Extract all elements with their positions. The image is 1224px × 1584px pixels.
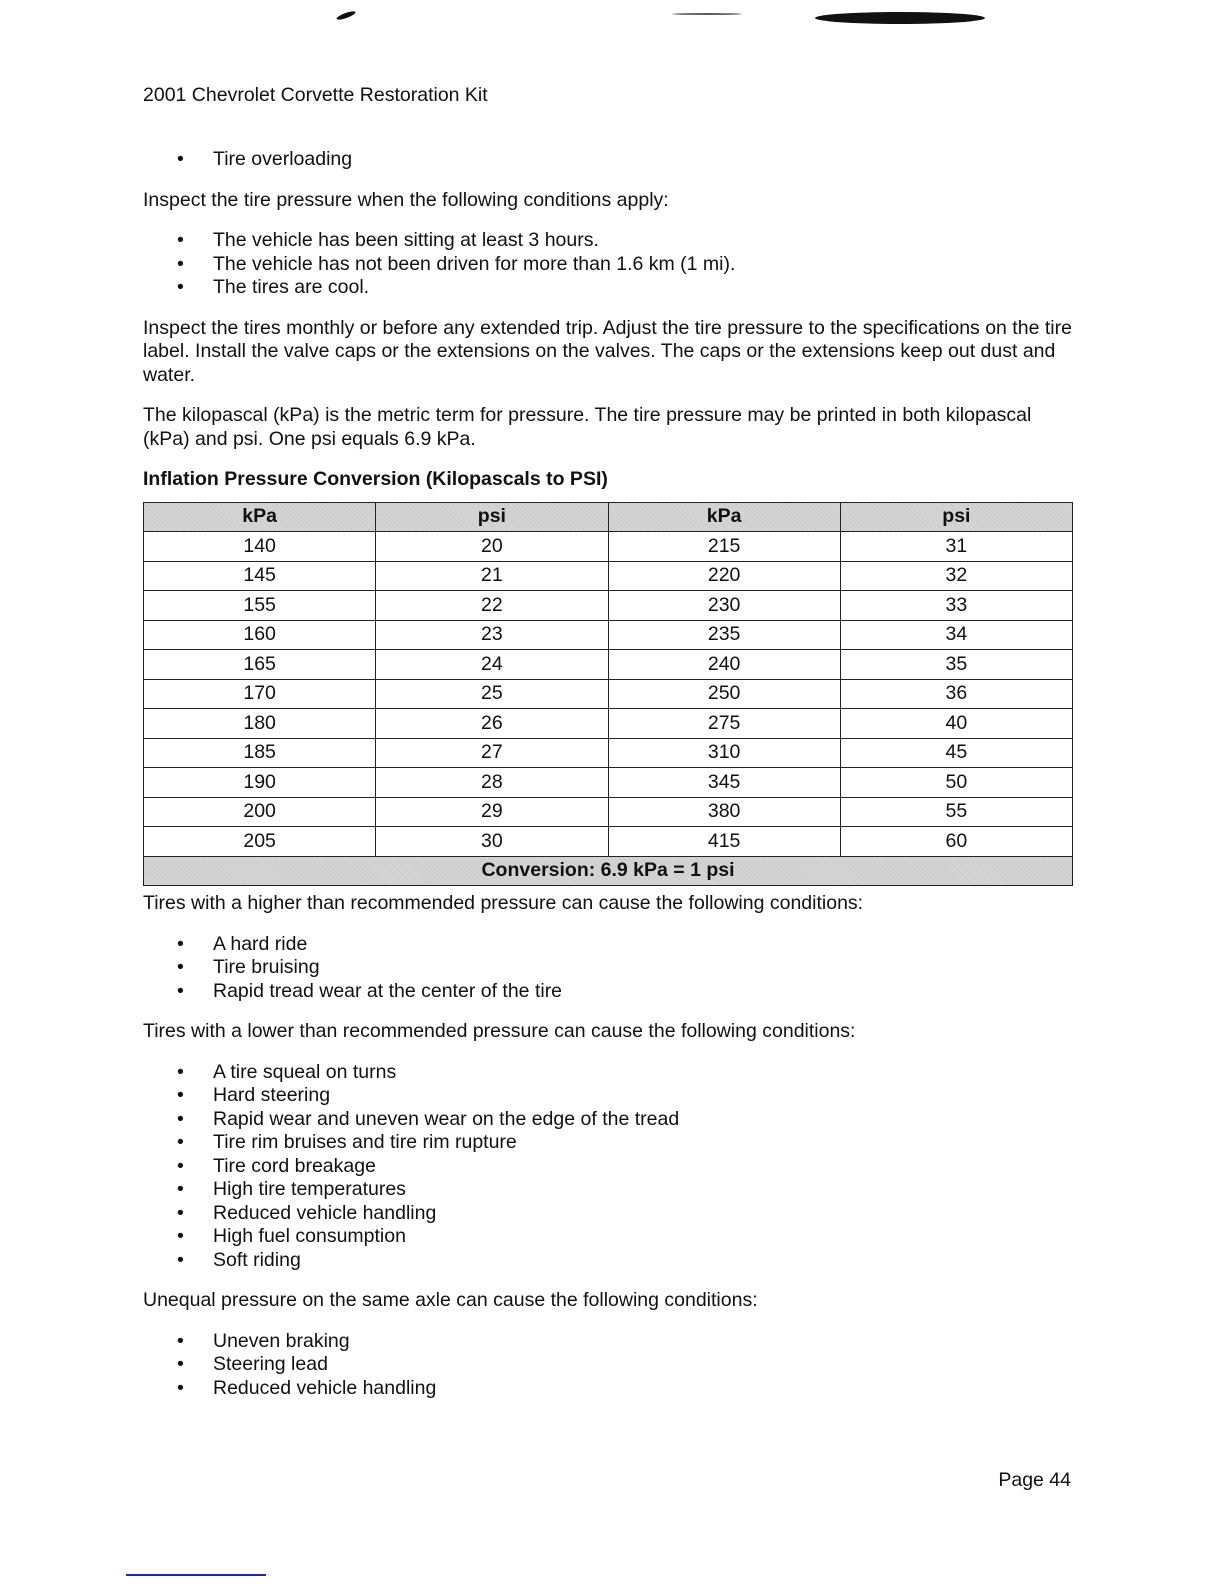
- table-cell: 33: [840, 591, 1072, 621]
- table-row: [144, 561, 1073, 591]
- table-header-row: [144, 502, 1073, 532]
- table-cell: 24: [376, 650, 608, 680]
- table-title: Inflation Pressure Conversion (Kilopascals to PSI): [143, 468, 608, 490]
- table-cell: 55: [840, 797, 1072, 827]
- table-cell: 34: [840, 620, 1072, 650]
- unequal-pressure-intro: Unequal pressure on the same axle can cause the following conditions:: [143, 1289, 758, 1311]
- list-item: • Uneven braking: [143, 1330, 1073, 1354]
- inspect-conditions-list: [143, 229, 1073, 300]
- table-cell: 200: [144, 797, 376, 827]
- table-cell: 21: [376, 561, 608, 591]
- table-cell: 25: [376, 679, 608, 709]
- table-cell: 26: [376, 709, 608, 739]
- list-item: • Reduced vehicle handling: [143, 1377, 1073, 1401]
- column-header: kPa: [608, 502, 840, 532]
- footnote-divider: [126, 1574, 266, 1576]
- list-item: • Soft riding: [143, 1249, 1073, 1273]
- scan-artifact: [672, 13, 742, 15]
- list-item: • The vehicle has been sitting at least 3 hours.: [143, 229, 1073, 253]
- table-cell: 22: [376, 591, 608, 621]
- table-cell: 50: [840, 768, 1072, 798]
- table-cell: 185: [144, 738, 376, 768]
- table-cell: 29: [376, 797, 608, 827]
- table-row: [144, 591, 1073, 621]
- page-number: Page 44: [998, 1469, 1071, 1491]
- table-cell: 250: [608, 679, 840, 709]
- table-row: [144, 738, 1073, 768]
- list-item: • Reduced vehicle handling: [143, 1202, 1073, 1226]
- list-item: • Tire cord breakage: [143, 1155, 1073, 1179]
- conversion-note: Conversion: 6.9 kPa = 1 psi: [144, 856, 1073, 886]
- high-pressure-intro: Tires with a higher than recommended pressure can cause the following conditions:: [143, 892, 864, 914]
- table-cell: 205: [144, 827, 376, 857]
- intro-list: [143, 148, 1073, 172]
- table-cell: 345: [608, 768, 840, 798]
- table-cell: 310: [608, 738, 840, 768]
- table-cell: 145: [144, 561, 376, 591]
- list-item: • Rapid tread wear at the center of the tire: [143, 980, 1073, 1004]
- table-cell: 180: [144, 709, 376, 739]
- column-header: psi: [840, 502, 1072, 532]
- list-item: • High tire temperatures: [143, 1178, 1073, 1202]
- table-cell: 28: [376, 768, 608, 798]
- table-row: [144, 797, 1073, 827]
- table-cell: 40: [840, 709, 1072, 739]
- list-item: • Hard steering: [143, 1084, 1073, 1108]
- table-row: [144, 827, 1073, 857]
- list-item: • High fuel consumption: [143, 1225, 1073, 1249]
- table-cell: 170: [144, 679, 376, 709]
- list-item: • Rapid wear and uneven wear on the edge of the tread: [143, 1108, 1073, 1132]
- table-row: [144, 532, 1073, 562]
- table-cell: 23: [376, 620, 608, 650]
- table-cell: 240: [608, 650, 840, 680]
- table-cell: 140: [144, 532, 376, 562]
- table-cell: 31: [840, 532, 1072, 562]
- table-cell: 165: [144, 650, 376, 680]
- table-cell: 415: [608, 827, 840, 857]
- table-cell: 60: [840, 827, 1072, 857]
- table-row: [144, 709, 1073, 739]
- column-header: psi: [376, 502, 608, 532]
- list-item: • A hard ride: [143, 933, 1073, 957]
- table-row: [144, 650, 1073, 680]
- table-row: [144, 679, 1073, 709]
- low-pressure-list: [143, 1061, 1073, 1273]
- table-cell: 20: [376, 532, 608, 562]
- scan-artifact: [336, 10, 357, 22]
- table-cell: 45: [840, 738, 1072, 768]
- table-cell: 235: [608, 620, 840, 650]
- table-cell: 35: [840, 650, 1072, 680]
- table-cell: 160: [144, 620, 376, 650]
- paragraph-kpa: The kilopascal (kPa) is the metric term for pressure. The tire pressure may be printed in both kilopascal (kPa) and psi. One psi equals 6.9 kPa.: [143, 404, 1032, 450]
- scan-artifact: [815, 12, 985, 24]
- conversion-table: [143, 502, 1073, 887]
- document-body: [143, 148, 1073, 1400]
- list-item: • Tire rim bruises and tire rim rupture: [143, 1131, 1073, 1155]
- table-cell: 220: [608, 561, 840, 591]
- inspect-intro: Inspect the tire pressure when the following conditions apply:: [143, 188, 669, 211]
- table-footer-row: [144, 856, 1073, 886]
- table-cell: 275: [608, 709, 840, 739]
- high-pressure-list: [143, 933, 1073, 1004]
- table-cell: 32: [840, 561, 1072, 591]
- document-header: 2001 Chevrolet Corvette Restoration Kit: [143, 84, 488, 106]
- table-cell: 155: [144, 591, 376, 621]
- table-cell: 215: [608, 532, 840, 562]
- list-item: • The vehicle has not been driven for more than 1.6 km (1 mi).: [143, 253, 1073, 277]
- list-item: • Tire bruising: [143, 956, 1073, 980]
- list-item: • A tire squeal on turns: [143, 1061, 1073, 1085]
- table-row: [144, 620, 1073, 650]
- table-cell: 380: [608, 797, 840, 827]
- list-item: • Steering lead: [143, 1353, 1073, 1377]
- table-cell: 190: [144, 768, 376, 798]
- table-cell: 30: [376, 827, 608, 857]
- table-cell: 27: [376, 738, 608, 768]
- list-item: • The tires are cool.: [143, 276, 1073, 300]
- column-header: kPa: [144, 502, 376, 532]
- unequal-pressure-list: [143, 1330, 1073, 1401]
- paragraph-monthly: Inspect the tires monthly or before any extended trip. Adjust the tire pressure to the specifications on the tire label. Install the valve caps or the extensions on the valves. The caps or the extensions keep out dust and water.: [143, 316, 1072, 386]
- table-cell: 36: [840, 679, 1072, 709]
- table-row: [144, 768, 1073, 798]
- list-item: • Tire overloading: [143, 148, 1073, 172]
- low-pressure-intro: Tires with a lower than recommended pressure can cause the following conditions:: [143, 1020, 856, 1042]
- table-cell: 230: [608, 591, 840, 621]
